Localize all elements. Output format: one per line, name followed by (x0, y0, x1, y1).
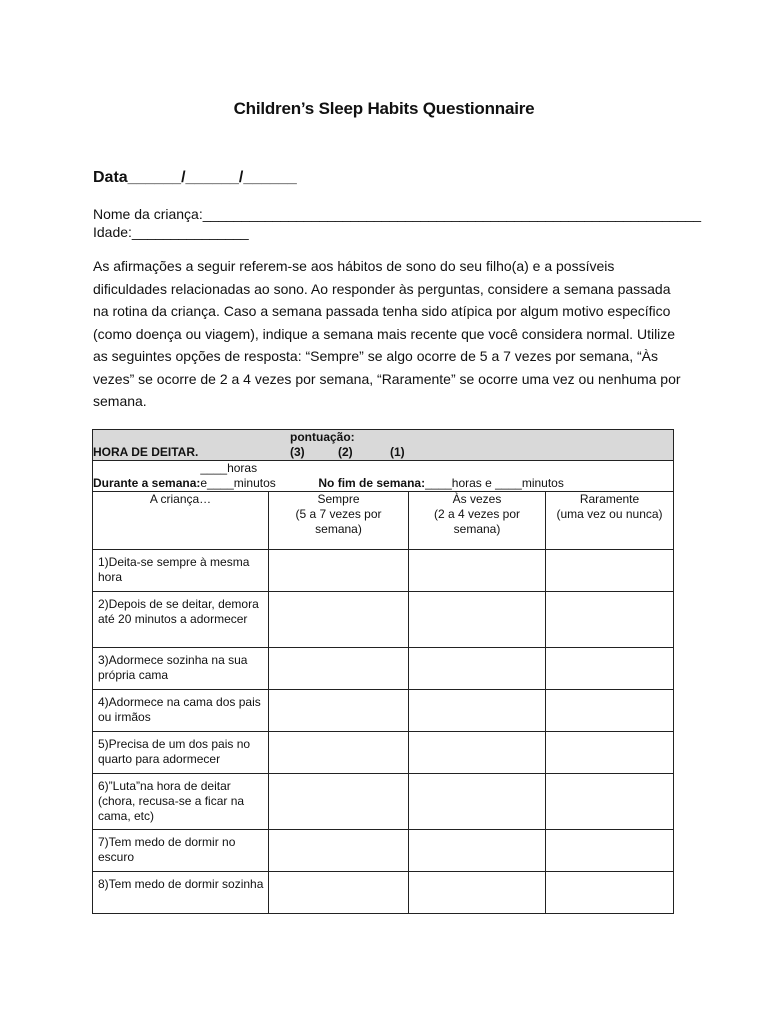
column-sometimes-sub: (2 a 4 vezes por semana) (433, 507, 521, 536)
answer-always-cell[interactable] (269, 690, 409, 732)
weekday-hours-field[interactable]: ____horas e____minutos (200, 461, 276, 490)
column-header-row (93, 492, 674, 550)
column-sometimes-label: Às vezes (452, 492, 502, 506)
document-title: Children’s Sleep Habits Questionnaire (233, 99, 535, 118)
question-label: 1)Deita-se sempre à mesma hora (93, 550, 269, 592)
answer-rarely-cell[interactable] (546, 592, 674, 648)
weekend-hours-field[interactable]: ____horas e ____minutos (425, 476, 564, 490)
column-always-label: Sempre (317, 492, 360, 506)
answer-sometimes-cell[interactable] (409, 648, 546, 690)
column-header-sometimes (409, 492, 546, 550)
section-header-row (93, 430, 674, 461)
answer-sometimes-cell[interactable] (409, 732, 546, 774)
table-row (93, 648, 674, 690)
date-field[interactable]: Data______/______/______ (93, 169, 297, 186)
column-header-child (93, 492, 269, 550)
answer-rarely-cell[interactable] (546, 830, 674, 872)
score-1: (1) (390, 445, 405, 459)
weekday-label: Durante a semana: (93, 476, 201, 490)
child-name-field[interactable]: Nome da criança:________________________________________________________________ (93, 206, 702, 222)
sleep-duration-cell (93, 461, 674, 492)
answer-sometimes-cell[interactable] (409, 830, 546, 872)
answer-always-cell[interactable] (269, 550, 409, 592)
section-label: HORA DE DEITAR. (93, 445, 199, 459)
section-header-cell (93, 430, 674, 461)
answer-always-cell[interactable] (269, 732, 409, 774)
table-row (93, 690, 674, 732)
instructions-paragraph: As afirmações a seguir referem-se aos hábitos de sono do seu filho(a) e a possíveis dificuldades relacionadas ao sono. Ao responder às perguntas, considere a semana passada na rotina da criança. Caso a semana passada tenha sido atípica por algum motivo específico (como doença ou viagem), indique a semana mais recente que você considera normal. Utilize as seguintes opções de resposta: “Sempre” se algo ocorre de 5 a 7 vezes por semana, “Às vezes” se ocorre de 2 a 4 vezes por semana, “Raramente” se ocorre uma vez ou nenhuma por semana. (93, 258, 681, 409)
column-child-label: A criança… (149, 492, 212, 506)
column-rarely-label: Raramente (579, 492, 640, 506)
score-label: pontuação: (3) (290, 430, 355, 459)
question-label: 4)Adormece na cama dos pais ou irmãos (93, 690, 269, 732)
answer-sometimes-cell[interactable] (409, 690, 546, 732)
table-row (93, 732, 674, 774)
answer-always-cell[interactable] (269, 592, 409, 648)
table-row (93, 550, 674, 592)
column-always-sub: (5 a 7 vezes por semana) (295, 507, 382, 536)
column-rarely-sub: (uma vez ou nunca) (556, 507, 663, 521)
answer-rarely-cell[interactable] (546, 774, 674, 830)
column-header-always (269, 492, 409, 550)
answer-always-cell[interactable] (269, 830, 409, 872)
column-header-rarely (546, 492, 674, 550)
question-label: 2)Depois de se deitar, demora até 20 minutos a adormecer (93, 592, 269, 648)
answer-rarely-cell[interactable] (546, 732, 674, 774)
question-label: 3)Adormece sozinha na sua própria cama (93, 648, 269, 690)
table-row (93, 830, 674, 872)
answer-rarely-cell[interactable] (546, 690, 674, 732)
child-age-field[interactable]: Idade:_______________ (93, 224, 249, 240)
answer-rarely-cell[interactable] (546, 648, 674, 690)
table-row (93, 774, 674, 830)
answer-rarely-cell[interactable] (546, 550, 674, 592)
answer-sometimes-cell[interactable] (409, 872, 546, 914)
question-label: 8)Tem medo de dormir sozinha (93, 872, 269, 914)
question-label: 5)Precisa de um dos pais no quarto para adormecer (93, 732, 269, 774)
table-row (93, 872, 674, 914)
weekend-label: No fim de semana: (318, 476, 426, 490)
question-label: 7)Tem medo de dormir no escuro (93, 830, 269, 872)
answer-sometimes-cell[interactable] (409, 550, 546, 592)
score-2: (2) (338, 445, 353, 459)
table-row (93, 592, 674, 648)
answer-sometimes-cell[interactable] (409, 592, 546, 648)
answer-rarely-cell[interactable] (546, 872, 674, 914)
answer-always-cell[interactable] (269, 774, 409, 830)
answer-always-cell[interactable] (269, 648, 409, 690)
answer-sometimes-cell[interactable] (409, 774, 546, 830)
answer-always-cell[interactable] (269, 872, 409, 914)
sleep-duration-row (93, 461, 674, 492)
questionnaire-table (92, 429, 674, 914)
question-label: 6)”Luta”na hora de deitar (chora, recusa-se a ficar na cama, etc) (93, 774, 269, 830)
